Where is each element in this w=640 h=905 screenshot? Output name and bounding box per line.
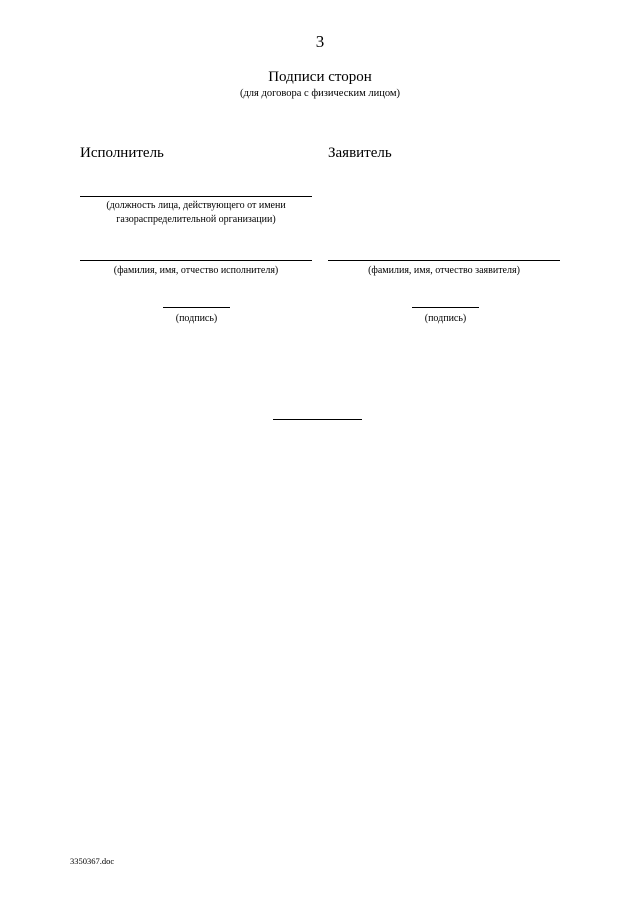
applicant-signature-caption: (подпись)	[424, 313, 467, 324]
executor-position-line	[80, 196, 312, 197]
document-title: Подписи сторон	[268, 69, 372, 85]
applicant-heading: Заявитель	[328, 145, 392, 161]
document-subtitle: (для договора с физическим лицом)	[239, 88, 401, 99]
executor-name-line	[80, 260, 312, 261]
applicant-name-line	[328, 260, 560, 261]
executor-signature-line	[163, 307, 230, 308]
executor-name-caption: (фамилия, имя, отчество исполнителя)	[113, 265, 279, 276]
applicant-name-caption: (фамилия, имя, отчество заявителя)	[368, 265, 520, 276]
end-of-document-line	[273, 419, 362, 420]
applicant-signature-line	[412, 307, 479, 308]
executor-position-caption: (должность лица, действующего от имени газораспределительной организации)	[106, 200, 286, 225]
page-number: 3	[315, 32, 325, 51]
executor-signature-caption: (подпись)	[175, 313, 218, 324]
file-name: 3350367.doc	[70, 856, 115, 866]
executor-heading: Исполнитель	[80, 145, 164, 161]
